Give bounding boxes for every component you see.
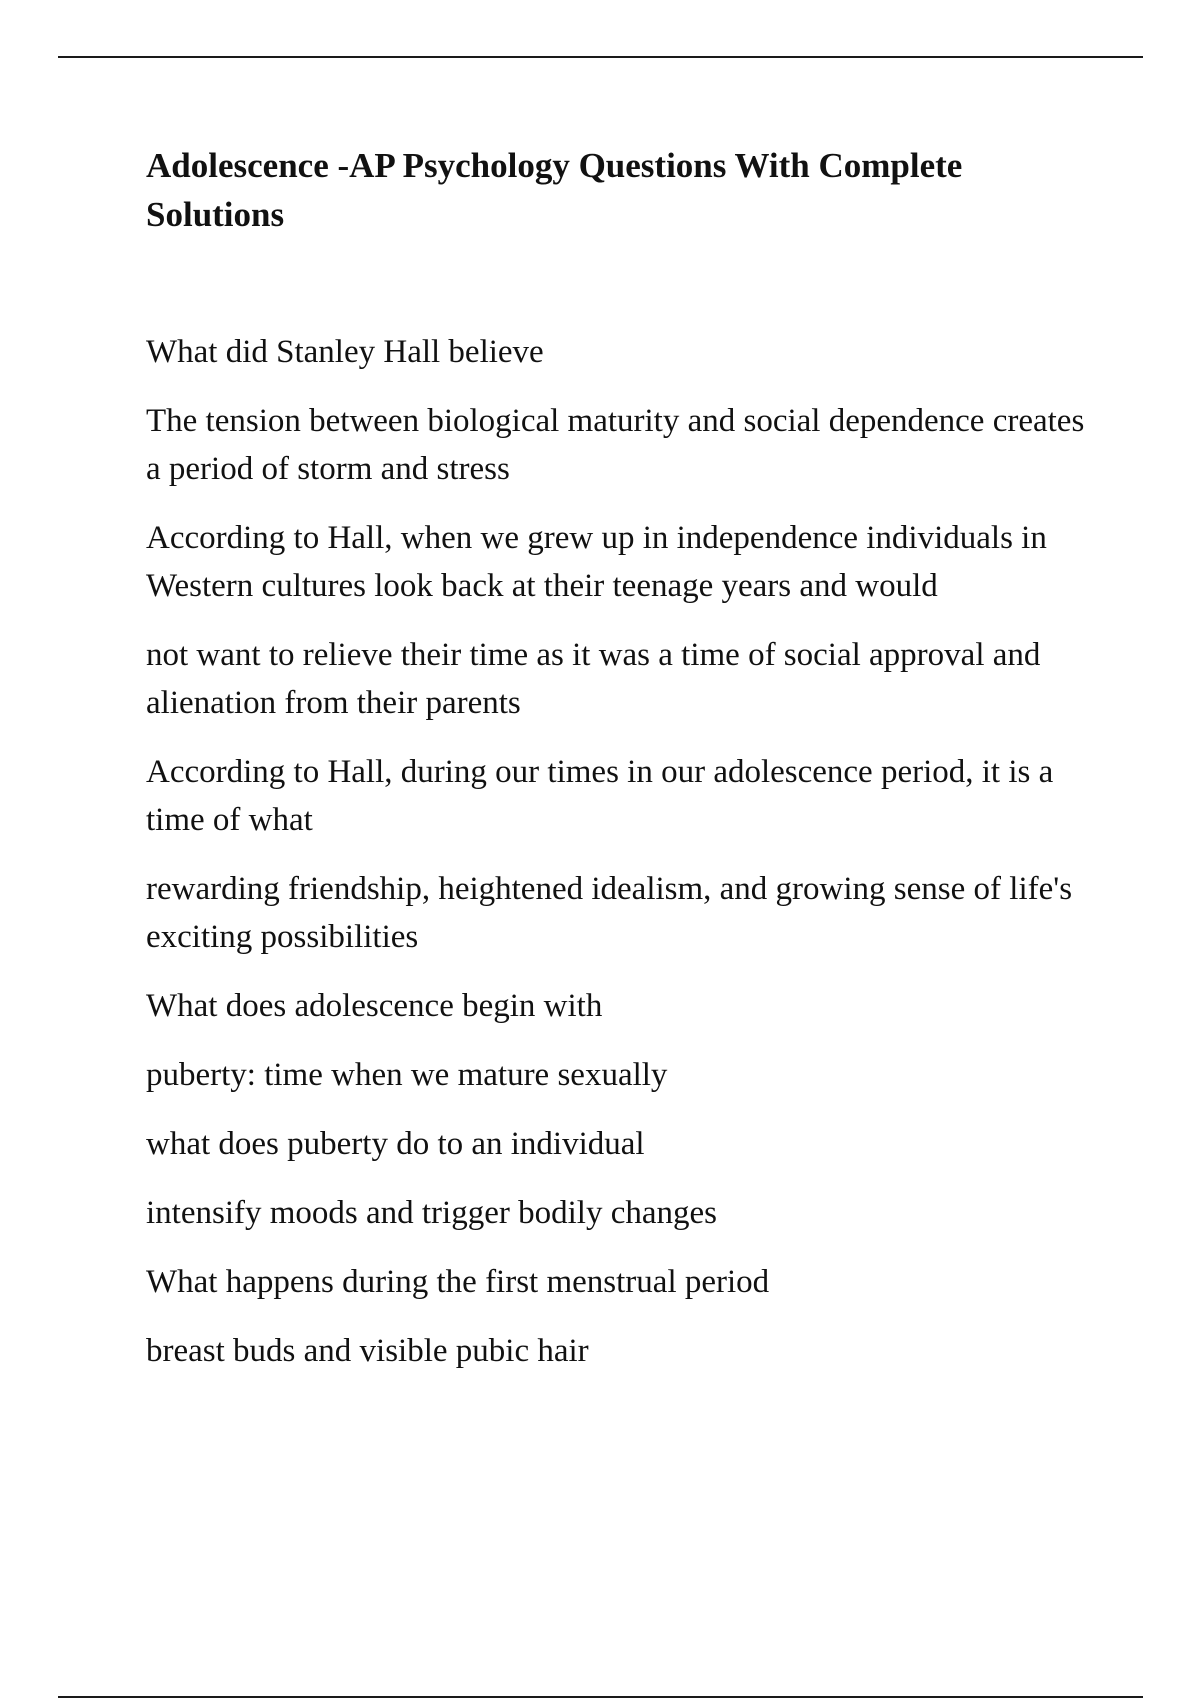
- question-2: According to Hall, when we grew up in independence individuals in Western cultures look back at their teenage years and would: [146, 520, 1047, 604]
- answer-3: rewarding friendship, heightened idealism, and growing sense of life's exciting possibilities: [146, 871, 1073, 955]
- answer-2: not want to relieve their time as it was a time of social approval and alienation from their parents: [146, 637, 1041, 721]
- qa-content: [146, 328, 1096, 1375]
- footer-divider: [58, 1696, 1143, 1698]
- question-6: What happens during the first menstrual period: [146, 1264, 770, 1300]
- question-5: what does puberty do to an individual: [146, 1126, 645, 1162]
- question-1: What did Stanley Hall believe: [146, 334, 544, 370]
- answer-1: The tension between biological maturity and social dependence creates a period of storm and stress: [146, 403, 1085, 487]
- question-3: According to Hall, during our times in our adolescence period, it is a time of what: [146, 754, 1054, 838]
- header-divider: [58, 56, 1143, 58]
- question-4: What does adolescence begin with: [146, 988, 603, 1024]
- answer-4: puberty: time when we mature sexually: [146, 1057, 668, 1093]
- answer-5: intensify moods and trigger bodily changes: [146, 1195, 717, 1231]
- document-title: Adolescence -AP Psychology Questions With Complete Solutions: [146, 146, 963, 234]
- answer-6: breast buds and visible pubic hair: [146, 1333, 589, 1369]
